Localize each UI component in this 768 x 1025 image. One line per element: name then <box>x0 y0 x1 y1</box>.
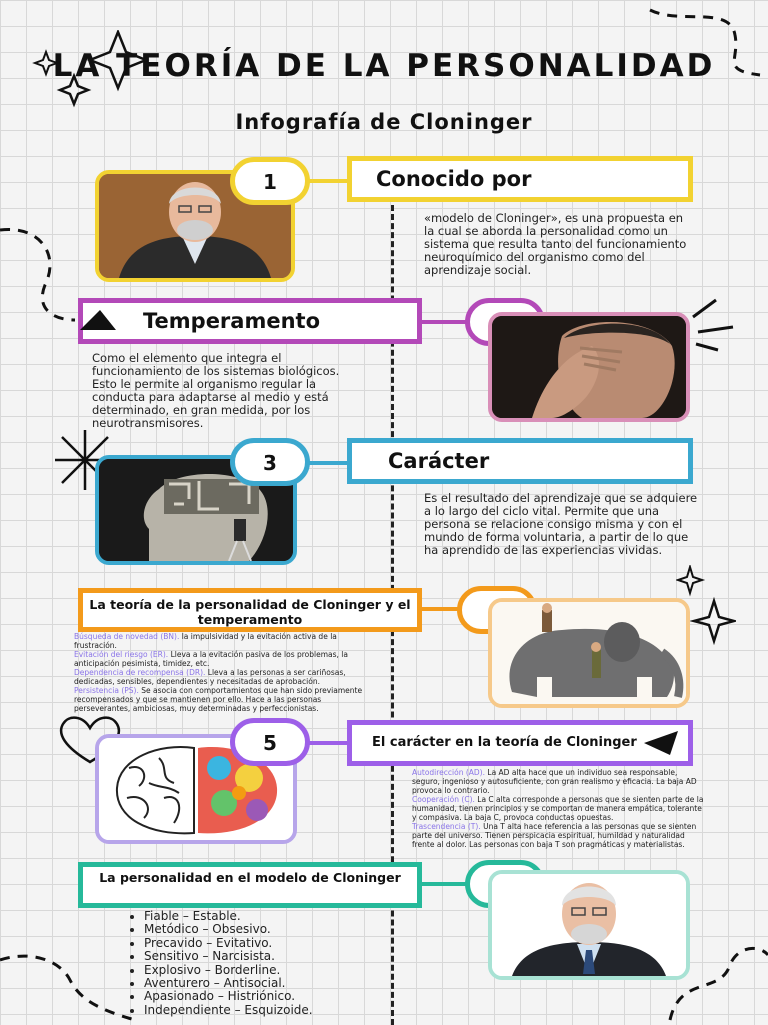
section-heading-6: La personalidad en el modelo de Cloninger <box>78 862 422 908</box>
section-number-5: 5 <box>230 718 310 766</box>
page-title: LA TEORÍA DE LA PERSONALIDAD <box>52 48 716 84</box>
item-c: Cooperación (C). La C alta corresponde a personas que se sienten parte de la humanidad, tienen principios y se comportan de manera empática, tolerante y compasiva. La baja C, provoca conductas opuestas. <box>412 795 704 822</box>
section-number-3: 3 <box>230 438 310 486</box>
list-item: • Aventurero – Antisocial. <box>144 977 404 990</box>
section-text-3: Es el resultado del aprendizaje que se adquiere a lo largo del ciclo vital. Permite que una persona se relacione consigo misma y con el mundo de forma voluntaria, a partir de lo que ha aprendido de las experiencias vividas. <box>424 491 698 557</box>
section-items-4 <box>74 632 368 713</box>
section-heading-4: La teoría de la personalidad de Cloninger y el temperamento <box>78 588 422 632</box>
list-item: • Apasionado – Histriónico. <box>144 990 404 1003</box>
arrow-icon-2 <box>640 727 684 759</box>
section-items-5 <box>412 768 704 849</box>
list-item: • Independiente – Esquizoide. <box>144 1004 404 1017</box>
list-item: • Sensitivo – Narcisista. <box>144 950 404 963</box>
page-subtitle: Infografía de Cloninger <box>235 110 533 134</box>
list-item: • Precavido – Evitativo. <box>144 937 404 950</box>
section-heading-1: Conocido por <box>347 156 693 202</box>
item-er: Evitación del riesgo (ER). Lleva a la evitación pasiva de los problemas, la anticipación pesimista, timidez, etc. <box>74 650 348 668</box>
list-item: • Fiable – Estable. <box>144 910 404 923</box>
list-item: • Explosivo – Borderline. <box>144 964 404 977</box>
section-heading-3: Carácter <box>347 438 693 484</box>
sparkle-icon <box>30 30 160 110</box>
section-heading-5: El carácter en la teoría de Cloninger <box>347 720 693 766</box>
item-ps: Persistencia (PS). Se asocia con comportamientos que han sido previamente recompensados y que se mantienen por ello. Hace a las personas perseverantes, ambiciosas, muy determinadas y perfeccionistas. <box>74 686 363 713</box>
cloninger-portrait-2 <box>488 870 690 980</box>
item-dr: Dependencia de recompensa (DR). Lleva a las personas a ser cariñosas, dedicadas, sensibles, dependientes y necesitadas de aprobación. <box>74 668 346 686</box>
section-text-2: Como el elemento que integra el funcionamiento de los sistemas biológicos. Esto le permite al organismo regular la conducta para adaptarse al medio y está determinado, en gran medida, por los neurotransmisores. <box>92 351 340 430</box>
list-item: • Metódico – Obsesivo. <box>144 923 404 936</box>
section-heading-2: Temperamento <box>78 298 422 344</box>
burst-lines-icon <box>688 292 748 352</box>
section-number-1: 1 <box>230 157 310 205</box>
dashed-curve-icon <box>640 0 768 80</box>
item-t: Trascendencia (T). Una T alta hace referencia a las personas que se sienten parte del universo. Tienen perspicacia espiritual, humildad y naturalidad frente al dolor. Las personas con baja T son pragmáticas y materialistas. <box>412 822 697 849</box>
section-text-1: «modelo de Cloninger», es una propuesta en la cual se aborda la personalidad como un sistema que resulta tanto del funcionamiento neuroquímico del organismo como del aprendizaje social. <box>424 211 687 277</box>
stressed-man-image <box>488 312 690 422</box>
elephant-men-image <box>488 598 690 708</box>
arrow-icon <box>76 306 120 336</box>
item-ad: Autodirección (AD). La AD alta hace que un individuo sea responsable, seguro, ingenioso y autosuficiente, con gran realismo y eficacia. La baja AD provoca lo contrario. <box>412 768 697 795</box>
dashed-curve-icon-3 <box>0 940 140 1024</box>
personality-list <box>126 910 404 1017</box>
item-bn: Búsqueda de novedad (BN). la impulsividad y la evitación activa de la frustración. <box>74 632 337 650</box>
